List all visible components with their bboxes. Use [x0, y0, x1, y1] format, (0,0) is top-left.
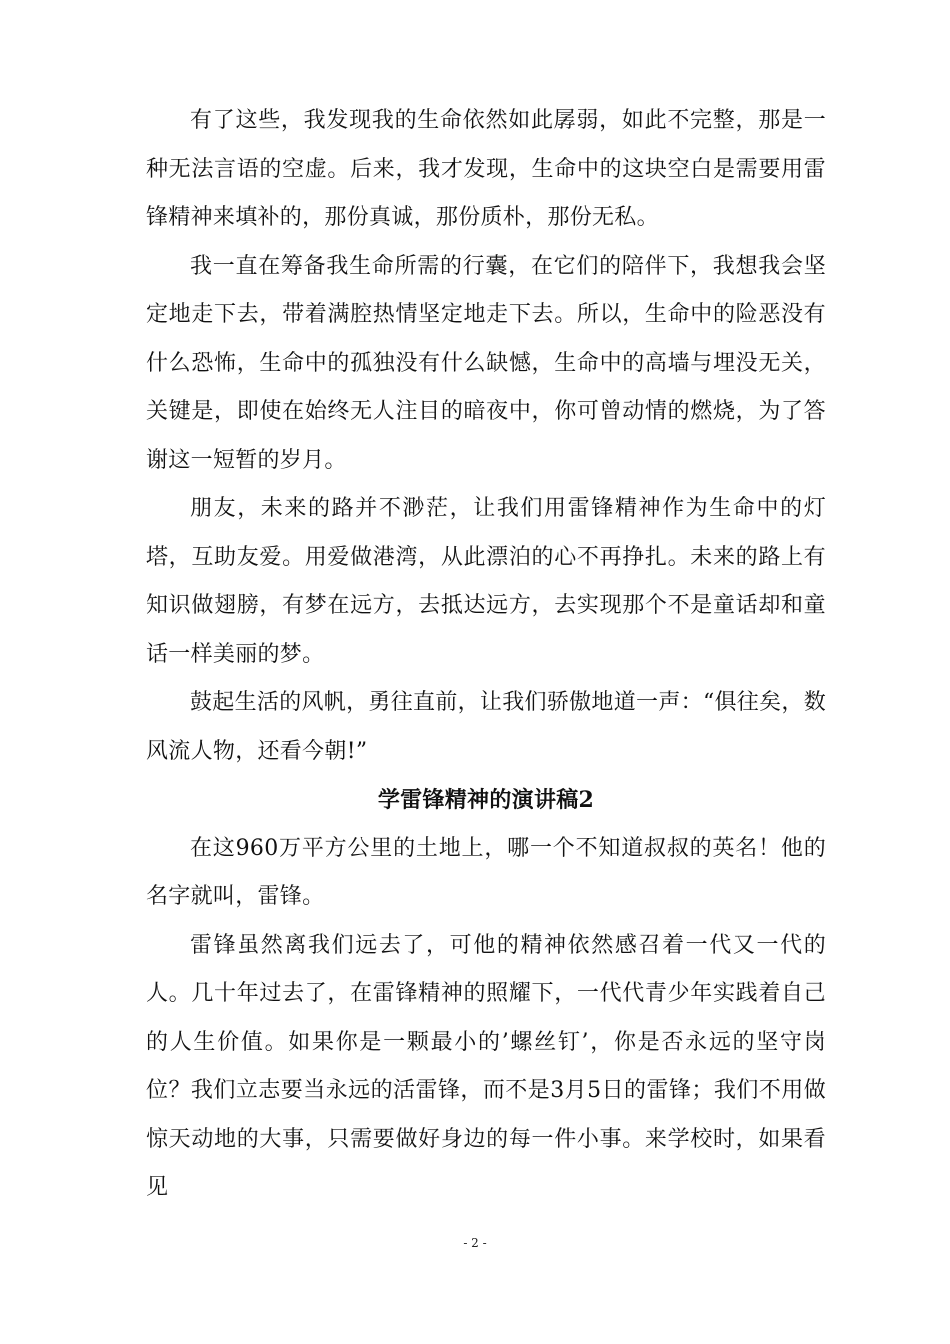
document-body: [146, 97, 826, 1213]
paragraph-2: 我一直在筹备我生命所需的行囊，在它们的陪伴下，我想我会坚定地走下去，带着满腔热情坚定地走下去。所以，生命中的险恶没有什么恐怖，生命中的孤独没有什么缺憾，生命中的高墙与埋没无关，关键是，即使在始终无人注目的暗夜中，你可曾动情的燃烧，为了答谢这一短暂的岁月。: [146, 253, 826, 473]
paragraph-4: 鼓起生活的风帆，勇往直前，让我们骄傲地道一声：“俱往矣，数风流人物，还看今朝!”: [146, 690, 826, 764]
paragraph-5: 在这960万平方公里的土地上，哪一个不知道叔叔的英名！他的名字就叫，雷锋。: [146, 835, 826, 909]
page-number: - 2 -: [463, 1236, 487, 1250]
paragraph-1: 有了这些，我发现我的生命依然如此孱弱，如此不完整，那是一种无法言语的空虚。后来，我才发现，生命中的这块空白是需要用雷锋精神来填补的，那份真诚，那份质朴，那份无私。: [146, 108, 826, 230]
paragraph-3: 朋友，未来的路并不渺茫，让我们用雷锋精神作为生命中的灯塔，互助友爱。用爱做港湾，从此漂泊的心不再挣扎。未来的路上有知识做翅膀，有梦在远方，去抵达远方，去实现那个不是童话却和童话一样美丽的梦。: [146, 496, 826, 667]
section-heading: 学雷锋精神的演讲稿2: [377, 787, 595, 813]
paragraph-6: 雷锋虽然离我们远去了，可他的精神依然感召着一代又一代的人。几十年过去了，在雷锋精神的照耀下，一代代青少年实践着自己的人生价值。如果你是一颗最小的’螺丝钉’，你是否永远的坚守岗位？我们立志要当永远的活雷锋，而不是3月5日的雷锋；我们不用做惊天动地的大事，只需要做好身边的每一件小事。来学校时，如果看见: [146, 932, 826, 1200]
